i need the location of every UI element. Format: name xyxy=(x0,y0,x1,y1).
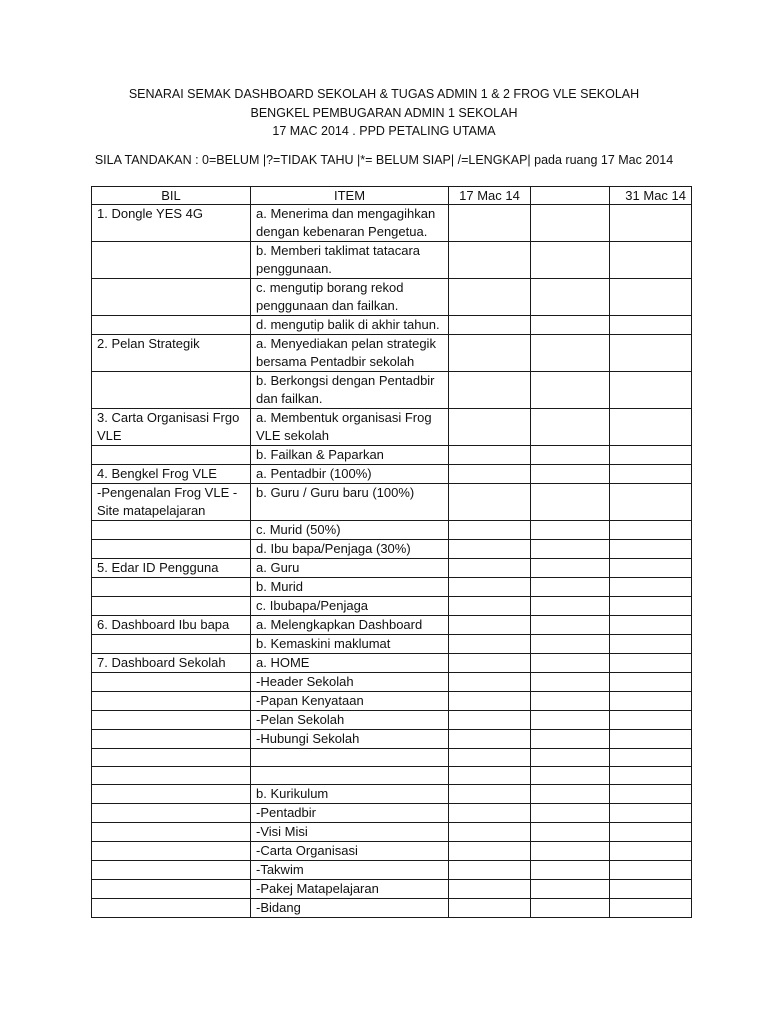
item-cell: c. mengutip borang rekod penggunaan dan failkan. xyxy=(251,279,449,316)
check-cell-2[interactable] xyxy=(531,465,610,484)
header-date-3: 31 Mac 14 xyxy=(610,187,692,205)
check-cell-3[interactable] xyxy=(610,205,692,242)
check-cell-2[interactable] xyxy=(531,654,610,673)
check-cell-3[interactable] xyxy=(610,880,692,899)
bil-cell: 7. Dashboard Sekolah xyxy=(92,654,251,673)
table-row xyxy=(92,899,692,918)
table-row xyxy=(92,861,692,880)
check-cell-1[interactable] xyxy=(449,521,531,540)
check-cell-2[interactable] xyxy=(531,372,610,409)
table-row xyxy=(92,372,692,409)
check-cell-3[interactable] xyxy=(610,673,692,692)
check-cell-1[interactable] xyxy=(449,540,531,559)
item-cell: -Visi Misi xyxy=(251,823,449,842)
table-row xyxy=(92,654,692,673)
check-cell-3[interactable] xyxy=(610,465,692,484)
item-cell: a. Guru xyxy=(251,559,449,578)
table-row xyxy=(92,616,692,635)
check-cell-3[interactable] xyxy=(610,446,692,465)
bil-cell: 5. Edar ID Pengguna xyxy=(92,559,251,578)
table-row xyxy=(92,242,692,279)
bil-cell xyxy=(92,242,251,279)
table-row xyxy=(92,465,692,484)
table-row xyxy=(92,692,692,711)
bil-cell xyxy=(92,730,251,749)
table-row xyxy=(92,316,692,335)
bil-cell xyxy=(92,673,251,692)
table-row xyxy=(92,711,692,730)
bil-cell xyxy=(92,842,251,861)
item-cell: a. Pentadbir (100%) xyxy=(251,465,449,484)
bil-cell xyxy=(92,823,251,842)
header-date-2 xyxy=(531,187,610,205)
check-cell-1[interactable] xyxy=(449,372,531,409)
check-cell-2[interactable] xyxy=(531,559,610,578)
check-cell-3[interactable] xyxy=(610,335,692,372)
item-cell: -Pakej Matapelajaran xyxy=(251,880,449,899)
check-cell-2[interactable] xyxy=(531,899,610,918)
table-row xyxy=(92,842,692,861)
check-cell-1[interactable] xyxy=(449,484,531,521)
check-cell-3[interactable] xyxy=(610,540,692,559)
item-cell: b. Guru / Guru baru (100%) xyxy=(251,484,449,521)
check-cell-3[interactable] xyxy=(610,767,692,785)
check-cell-2[interactable] xyxy=(531,673,610,692)
bil-cell: 4. Bengkel Frog VLE xyxy=(92,465,251,484)
document-title: SENARAI SEMAK DASHBOARD SEKOLAH & TUGAS ADMIN 1 & 2 FROG VLE SEKOLAH xyxy=(128,87,640,101)
check-cell-2[interactable] xyxy=(531,279,610,316)
check-cell-1[interactable] xyxy=(449,749,531,767)
bil-cell xyxy=(92,767,251,785)
item-cell: b. Murid xyxy=(251,578,449,597)
check-cell-1[interactable] xyxy=(449,279,531,316)
check-cell-3[interactable] xyxy=(610,279,692,316)
check-cell-3[interactable] xyxy=(610,597,692,616)
bil-cell xyxy=(92,749,251,767)
check-cell-1[interactable] xyxy=(449,711,531,730)
check-cell-2[interactable] xyxy=(531,409,610,446)
bil-cell xyxy=(92,899,251,918)
table-row xyxy=(92,730,692,749)
bil-cell: -Pengenalan Frog VLE - Site matapelajaran xyxy=(92,484,251,521)
item-cell: a. Membentuk organisasi Frog VLE sekolah xyxy=(251,409,449,446)
check-cell-3[interactable] xyxy=(610,616,692,635)
check-cell-1[interactable] xyxy=(449,785,531,804)
check-cell-1[interactable] xyxy=(449,842,531,861)
check-cell-3[interactable] xyxy=(610,484,692,521)
check-cell-2[interactable] xyxy=(531,242,610,279)
item-cell xyxy=(251,749,449,767)
check-cell-3[interactable] xyxy=(610,730,692,749)
header-item: ITEM xyxy=(251,187,449,205)
check-cell-1[interactable] xyxy=(449,597,531,616)
bil-cell: 6. Dashboard Ibu bapa xyxy=(92,616,251,635)
check-cell-2[interactable] xyxy=(531,880,610,899)
check-cell-2[interactable] xyxy=(531,578,610,597)
bil-cell xyxy=(92,804,251,823)
item-cell: -Hubungi Sekolah xyxy=(251,730,449,749)
check-cell-2[interactable] xyxy=(531,540,610,559)
check-cell-1[interactable] xyxy=(449,465,531,484)
item-cell: -Pentadbir xyxy=(251,804,449,823)
item-cell: b. Memberi taklimat tatacara penggunaan. xyxy=(251,242,449,279)
check-cell-2[interactable] xyxy=(531,616,610,635)
table-row xyxy=(92,559,692,578)
checklist-table xyxy=(91,186,692,918)
item-cell: -Carta Organisasi xyxy=(251,842,449,861)
check-cell-1[interactable] xyxy=(449,673,531,692)
check-cell-3[interactable] xyxy=(610,559,692,578)
check-cell-1[interactable] xyxy=(449,654,531,673)
table-row xyxy=(92,785,692,804)
check-cell-2[interactable] xyxy=(531,861,610,880)
bil-cell xyxy=(92,316,251,335)
check-cell-3[interactable] xyxy=(610,861,692,880)
bil-cell: 3. Carta Organisasi Frgo VLE xyxy=(92,409,251,446)
check-cell-3[interactable] xyxy=(610,749,692,767)
check-cell-2[interactable] xyxy=(531,692,610,711)
table-row xyxy=(92,521,692,540)
check-cell-3[interactable] xyxy=(610,804,692,823)
item-cell: d. mengutip balik di akhir tahun. xyxy=(251,316,449,335)
document-subtitle: BENGKEL PEMBUGARAN ADMIN 1 SEKOLAH xyxy=(250,106,518,120)
bil-cell xyxy=(92,711,251,730)
check-cell-2[interactable] xyxy=(531,842,610,861)
bil-cell xyxy=(92,785,251,804)
table-row xyxy=(92,597,692,616)
check-cell-1[interactable] xyxy=(449,559,531,578)
item-cell: c. Murid (50%) xyxy=(251,521,449,540)
check-cell-2[interactable] xyxy=(531,635,610,654)
check-cell-1[interactable] xyxy=(449,804,531,823)
check-cell-3[interactable] xyxy=(610,409,692,446)
table-row xyxy=(92,279,692,316)
bil-cell xyxy=(92,279,251,316)
check-cell-2[interactable] xyxy=(531,335,610,372)
item-cell: -Papan Kenyataan xyxy=(251,692,449,711)
bil-cell xyxy=(92,521,251,540)
check-cell-3[interactable] xyxy=(610,316,692,335)
item-cell: -Bidang xyxy=(251,899,449,918)
check-cell-2[interactable] xyxy=(531,521,610,540)
check-cell-1[interactable] xyxy=(449,861,531,880)
check-cell-1[interactable] xyxy=(449,409,531,446)
check-cell-1[interactable] xyxy=(449,823,531,842)
header-bil: BIL xyxy=(92,187,251,205)
check-cell-3[interactable] xyxy=(610,692,692,711)
check-cell-2[interactable] xyxy=(531,597,610,616)
check-cell-3[interactable] xyxy=(610,823,692,842)
document-date: 17 MAC 2014 . PPD PETALING UTAMA xyxy=(272,124,496,138)
item-cell: a. Melengkapkan Dashboard xyxy=(251,616,449,635)
check-cell-3[interactable] xyxy=(610,654,692,673)
check-cell-2[interactable] xyxy=(531,804,610,823)
instruction-text: SILA TANDAKAN : 0=BELUM |?=TIDAK TAHU |*= BELUM SIAP| /=LENGKAP| pada ruang 17 Mac 2014 xyxy=(94,153,674,167)
table-row xyxy=(92,823,692,842)
check-cell-2[interactable] xyxy=(531,730,610,749)
check-cell-2[interactable] xyxy=(531,484,610,521)
check-cell-2[interactable] xyxy=(531,711,610,730)
table-row xyxy=(92,540,692,559)
bil-cell: 2. Pelan Strategik xyxy=(92,335,251,372)
check-cell-2[interactable] xyxy=(531,316,610,335)
check-cell-2[interactable] xyxy=(531,823,610,842)
bil-cell xyxy=(92,880,251,899)
bil-cell xyxy=(92,540,251,559)
item-cell: a. Menyediakan pelan strategik bersama Pentadbir sekolah xyxy=(251,335,449,372)
bil-cell xyxy=(92,446,251,465)
check-cell-1[interactable] xyxy=(449,767,531,785)
check-cell-1[interactable] xyxy=(449,578,531,597)
table-row xyxy=(92,335,692,372)
table-row xyxy=(92,804,692,823)
table-row xyxy=(92,484,692,521)
item-cell: d. Ibu bapa/Penjaga (30%) xyxy=(251,540,449,559)
check-cell-1[interactable] xyxy=(449,635,531,654)
table-row xyxy=(92,749,692,767)
check-cell-1[interactable] xyxy=(449,880,531,899)
table-body xyxy=(92,205,692,918)
check-cell-1[interactable] xyxy=(449,205,531,242)
item-cell xyxy=(251,767,449,785)
item-cell: b. Failkan & Paparkan xyxy=(251,446,449,465)
check-cell-1[interactable] xyxy=(449,316,531,335)
table-row xyxy=(92,578,692,597)
header-date-1: 17 Mac 14 xyxy=(449,187,531,205)
table-row xyxy=(92,767,692,785)
table-row xyxy=(92,880,692,899)
bil-cell xyxy=(92,372,251,409)
item-cell: b. Kemaskini maklumat xyxy=(251,635,449,654)
check-cell-1[interactable] xyxy=(449,730,531,749)
bil-cell xyxy=(92,578,251,597)
check-cell-1[interactable] xyxy=(449,616,531,635)
check-cell-1[interactable] xyxy=(449,899,531,918)
check-cell-2[interactable] xyxy=(531,767,610,785)
table-row xyxy=(92,673,692,692)
check-cell-2[interactable] xyxy=(531,749,610,767)
check-cell-3[interactable] xyxy=(610,635,692,654)
check-cell-1[interactable] xyxy=(449,692,531,711)
item-cell: b. Berkongsi dengan Pentadbir dan failkan. xyxy=(251,372,449,409)
check-cell-1[interactable] xyxy=(449,335,531,372)
bil-cell xyxy=(92,861,251,880)
table-row xyxy=(92,446,692,465)
bil-cell: 1. Dongle YES 4G xyxy=(92,205,251,242)
bil-cell xyxy=(92,635,251,654)
check-cell-3[interactable] xyxy=(610,785,692,804)
item-cell: -Pelan Sekolah xyxy=(251,711,449,730)
item-cell: -Header Sekolah xyxy=(251,673,449,692)
item-cell: c. Ibubapa/Penjaga xyxy=(251,597,449,616)
check-cell-2[interactable] xyxy=(531,785,610,804)
table-row xyxy=(92,205,692,242)
check-cell-3[interactable] xyxy=(610,242,692,279)
check-cell-3[interactable] xyxy=(610,842,692,861)
bil-cell xyxy=(92,692,251,711)
item-cell: a. HOME xyxy=(251,654,449,673)
table-row xyxy=(92,409,692,446)
table-header-row xyxy=(92,187,692,205)
check-cell-3[interactable] xyxy=(610,578,692,597)
check-cell-1[interactable] xyxy=(449,446,531,465)
item-cell: b. Kurikulum xyxy=(251,785,449,804)
bil-cell xyxy=(92,597,251,616)
check-cell-3[interactable] xyxy=(610,899,692,918)
item-cell: -Takwim xyxy=(251,861,449,880)
check-cell-2[interactable] xyxy=(531,205,610,242)
check-cell-3[interactable] xyxy=(610,711,692,730)
check-cell-3[interactable] xyxy=(610,521,692,540)
check-cell-1[interactable] xyxy=(449,242,531,279)
check-cell-2[interactable] xyxy=(531,446,610,465)
item-cell: a. Menerima dan mengagihkan dengan kebenaran Pengetua. xyxy=(251,205,449,242)
table-row xyxy=(92,635,692,654)
check-cell-3[interactable] xyxy=(610,372,692,409)
